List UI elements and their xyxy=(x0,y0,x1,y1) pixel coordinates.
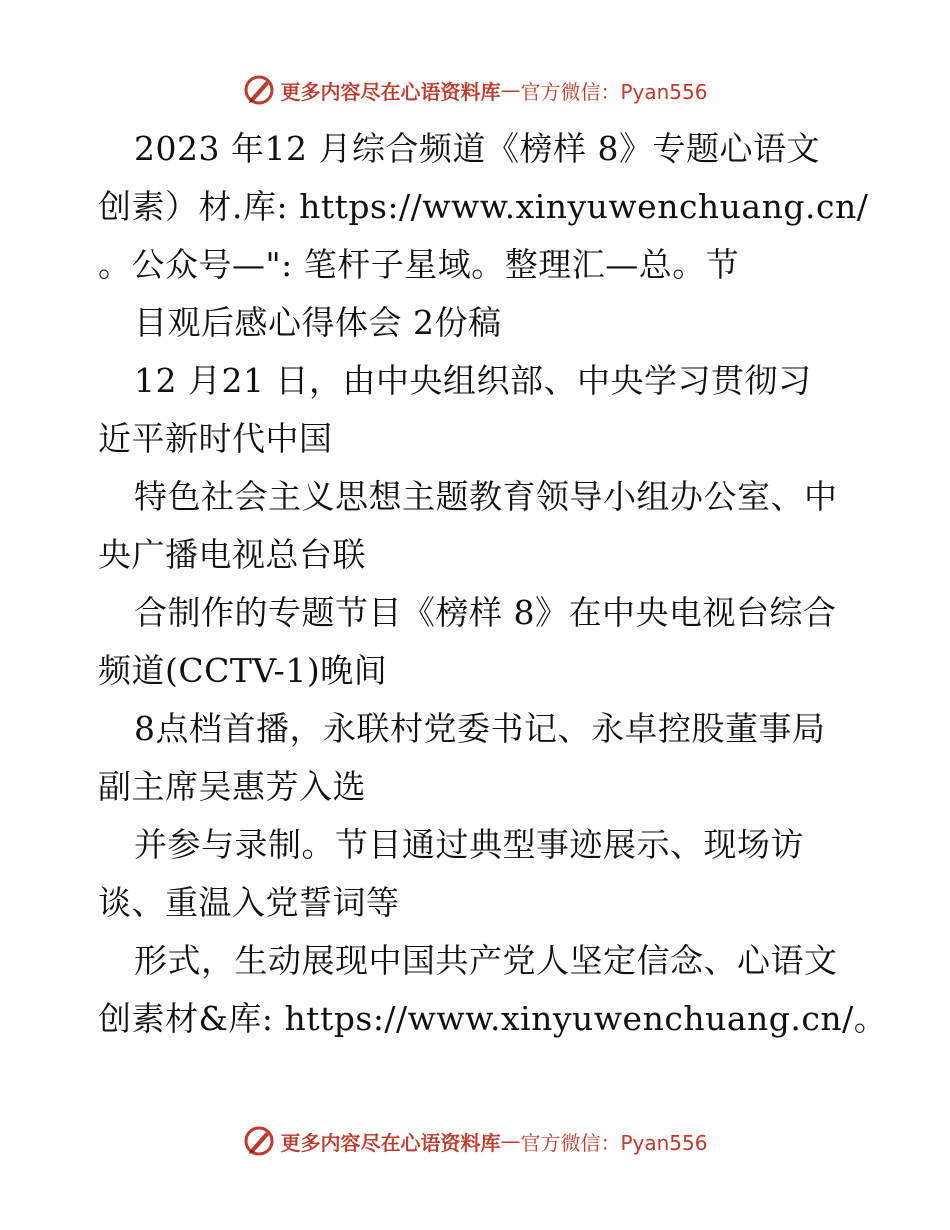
text-line-15: 形式，生动展现中国共产党人坚定信念、心语文 xyxy=(134,941,838,980)
banner-brand: 更多内容尽在心语资料库 xyxy=(280,79,501,104)
banner-separator: — xyxy=(500,1129,521,1153)
footer-banner xyxy=(0,1121,950,1161)
text-line-7: 特色社会主义思想主题教育领导小组办公室、中 xyxy=(134,477,838,516)
banner-separator: — xyxy=(500,78,521,102)
banner-brand: 更多内容尽在心语资料库 xyxy=(280,1130,501,1155)
banner-contact: 官方微信：Pyan556 xyxy=(520,1130,708,1155)
text-line-4: 目观后感心得体会 2份稿 xyxy=(134,303,502,342)
text-line-8: 央广播电视总台联 xyxy=(98,535,366,574)
text-line-1: 2023 年12 月综合频道《榜样 8》专题心语文 xyxy=(134,129,820,168)
text-line-5: 12 月21 日，由中央组织部、中央学习贯彻习 xyxy=(134,361,812,400)
header-banner xyxy=(0,70,950,110)
text-line-12: 副主席吴惠芳入选 xyxy=(98,767,366,806)
document-body xyxy=(98,120,888,1048)
text-line-9: 合制作的专题节目《榜样 8》在中央电视台综合 xyxy=(134,593,837,632)
text-line-10: 频道(CCTV-1)晚间 xyxy=(98,651,388,690)
text-line-3: 。公众号—": 笔杆子星域。整理汇—总。节 xyxy=(98,245,740,284)
text-line-14: 谈、重温入党誓词等 xyxy=(98,883,400,922)
pen-logo-icon xyxy=(242,1124,276,1158)
text-line-2: 创素）材.库: https://www.xinyuwenchuang.cn/ xyxy=(98,187,869,226)
text-line-16: 创素材&库: https://www.xinyuwenchuang.cn/。 xyxy=(98,999,888,1038)
text-line-11: 8点档首播，永联村党委书记、永卓控股董事局 xyxy=(134,709,826,748)
text-line-6: 近平新时代中国 xyxy=(98,419,333,458)
banner-contact: 官方微信：Pyan556 xyxy=(520,79,708,104)
pen-logo-icon xyxy=(242,73,276,107)
text-line-13: 并参与录制。节目通过典型事迹展示、现场访 xyxy=(134,825,804,864)
